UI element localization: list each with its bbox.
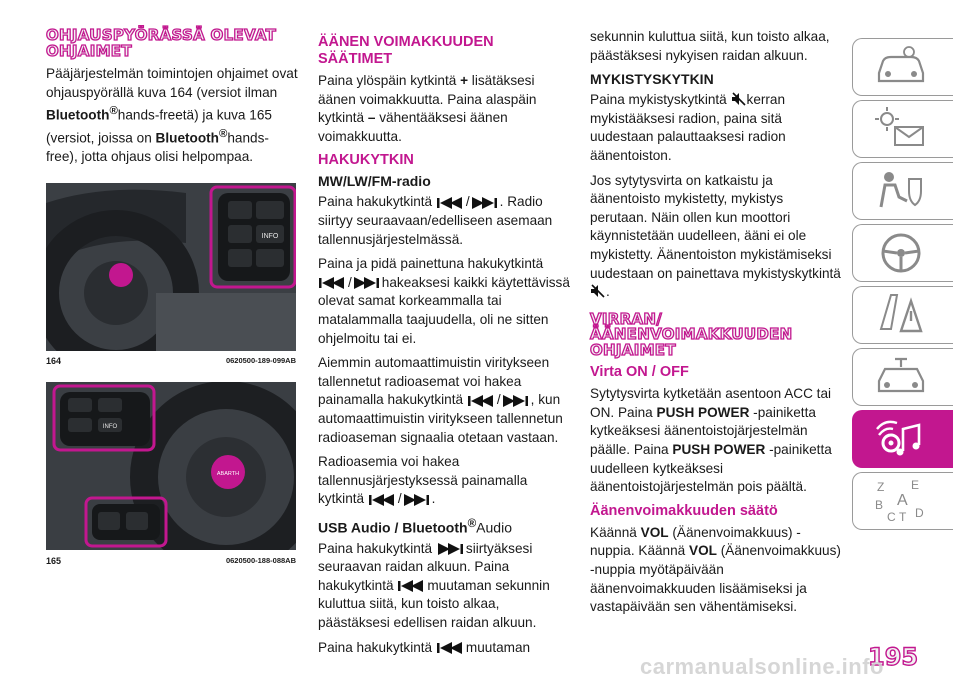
heading-volume-controls: ÄÄNEN VOIMAKKUUDEN SÄÄTIMET: [318, 34, 494, 67]
heading-power-on-off: Virta ON / OFF: [590, 364, 689, 381]
continued-paragraph: sekunnin kuluttua siitä, kun toisto alkaa, päästäksesi nykyisen raidan alkuun.: [590, 29, 830, 63]
seek-paragraph-2: Paina ja pidä painettuna hakukytkintä / hakeaksesi kaikki käytettävissä olevat samat korkeammalla tai matalammalla taajuudella, oli ne sitten ohjelmoitu tai ei.: [318, 256, 570, 346]
skip-back-icon: [318, 277, 348, 289]
volume-adjust-paragraph: Käännä VOL (Äänenvoimakkuus) -nuppia. Käännä VOL (Äänenvoimakkuus) -nuppia myötäpäivään äänenvoimakkuuden lisäämiseksi ja vastapäivään sen vähentämiseksi.: [590, 524, 841, 615]
heading-radio: MW/LW/FM-radio: [318, 173, 431, 190]
heading-usb-bluetooth: USB Audio / Bluetooth®Audio: [318, 516, 512, 536]
heading-seek-switch: HAKUKYTKIN: [318, 152, 414, 169]
mute-icon: [590, 284, 606, 299]
svg-text:A: A: [897, 492, 908, 509]
registered-mark: ®: [109, 105, 118, 118]
tab-safety[interactable]: [852, 162, 953, 220]
mute-paragraph-1: Paina mykistyskytkintä kerran mykistääksesi radion, paina sitä uudestaan palauttaaksesi radion äänentoiston.: [590, 92, 786, 163]
skip-forward-icon: [352, 277, 382, 289]
car-overview-icon: [871, 43, 931, 89]
usb-paragraph-1: Paina hakukytkintä siirtyäksesi seuraavan raidan alkuun. Paina hakukytkintä muutaman sekunnin kuluttua siitä, kun toisto alkaa, päästäksesi edellisen raidan alkuun.: [318, 540, 550, 630]
tab-car-overview[interactable]: [852, 38, 953, 96]
skip-forward-icon: [436, 543, 466, 555]
starting-driving-icon: [871, 229, 931, 275]
power-paragraph: Sytytysvirta kytketään asentoon ACC tai ON. Paina PUSH POWER -painiketta kytkeäksesi äänentoistojärjestelmän päälle. Paina PUSH POWER -painiketta uudelleen kytkeäksesi äänentoistojärjestelmän pois päältä.: [590, 386, 832, 495]
warning-lights-icon: [871, 105, 931, 151]
heading-volume-adjust: Äänenvoimakkuuden säätö: [590, 502, 778, 519]
skip-forward-icon: [402, 494, 432, 506]
tab-warning-lights[interactable]: [852, 100, 953, 158]
tab-starting-driving[interactable]: [852, 224, 953, 282]
svg-text:C: C: [887, 510, 896, 523]
tab-emergency[interactable]: [852, 286, 953, 344]
section-heading-power-volume: VIRRAN/ ÄÄNENVOIMAKKUUDEN OHJAIMET: [590, 309, 793, 359]
maintenance-icon: [871, 353, 931, 399]
seek-paragraph-1: Paina hakukytkintä / . Radio siirtyy seuraavaan/edelliseen asemaan tallennusjärjestelmässä.: [318, 194, 553, 247]
skip-forward-icon: [470, 197, 500, 209]
seek-paragraph-4: Radioasemia voi hakea tallennusjärjestyksessä painamalla kytkintä / .: [318, 454, 528, 507]
figure-164-image: [46, 183, 296, 351]
page-number: 195: [868, 643, 919, 671]
tab-maintenance[interactable]: [852, 348, 953, 406]
skip-back-icon: [467, 395, 497, 407]
mute-icon: [731, 92, 747, 107]
svg-text:D: D: [915, 506, 924, 520]
skip-forward-icon: [501, 395, 531, 407]
svg-text:Z: Z: [877, 480, 885, 494]
volume-paragraph: Paina ylöspäin kytkintä + lisätäksesi äänen voimakkuutta. Paina alaspäin kytkintä – vähentääksesi äänen voimakkuutta.: [318, 73, 537, 144]
multimedia-icon: [871, 415, 931, 461]
heading-mute-switch: MYKISTYSKYTKIN: [590, 71, 714, 88]
section-heading-steering-controls: OHJAUSPYÖRÄSSÄ OLEVAT OHJAIMET: [46, 26, 277, 60]
column-3: [590, 28, 842, 623]
svg-text:T: T: [899, 510, 907, 523]
info-button-label-2: INFO: [102, 424, 118, 430]
column-2: [318, 28, 570, 663]
column-1: [46, 28, 298, 173]
emergency-icon: [871, 291, 931, 337]
info-button-label: INFO: [261, 233, 279, 240]
tab-multimedia[interactable]: [852, 410, 953, 468]
svg-text:E: E: [911, 478, 920, 492]
seek-paragraph-3: Aiemmin automaattimuistin viritykseen tallennetut radioasemat voi hakea painamalla hakukytkintä / , kun automaattimuistin viritykseen tallennetun radioaseman signaalia otetaan vastaan.: [318, 355, 563, 445]
safety-icon: [871, 167, 931, 213]
skip-back-icon: [436, 642, 466, 654]
usb-paragraph-2: Paina hakukytkintä muutaman: [318, 639, 531, 655]
skip-back-icon: [397, 580, 427, 592]
steering-badge: ABARTH: [216, 471, 240, 477]
figure-165-image: [46, 382, 296, 550]
svg-text:B: B: [875, 498, 884, 512]
tab-index[interactable]: [852, 472, 953, 530]
intro-paragraph: Pääjärjestelmän toimintojen ohjaimet ovat ohjauspyörällä kuva 164 (versiot ilman Bluetooth®hands-freetä) ja kuva 165 (versiot, joissa on Bluetooth®hands-free), jotta ohjaus olisi helpompaa.: [46, 66, 298, 165]
index-icon: [871, 477, 931, 523]
mute-paragraph-2: Jos sytytysvirta on katkaistu ja äänentoisto mykistetty, mykistys perutaan. Näin ollen kun moottori käynnistetään uudelleen, ääni ei ole mykistetty. Äänentoiston mykistämiseksi uudestaan on painettava mykistyskytkintä .: [590, 172, 841, 300]
skip-back-icon: [436, 197, 466, 209]
watermark: carmanualsonline.info: [640, 654, 884, 679]
skip-back-icon: [368, 494, 398, 506]
